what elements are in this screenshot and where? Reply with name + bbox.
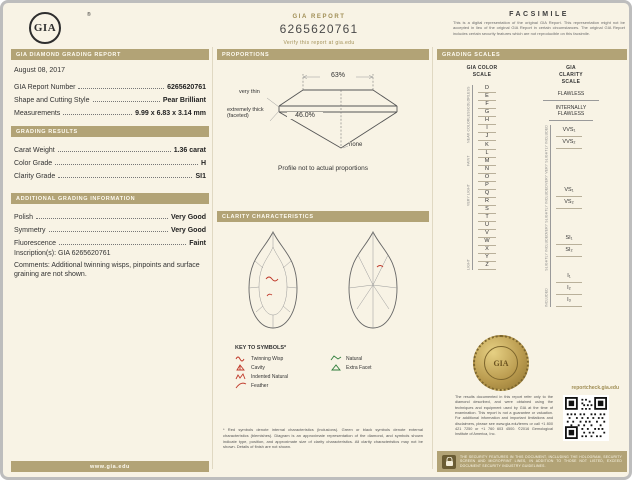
dotted-leader <box>36 218 168 219</box>
proportions-diagram <box>223 63 423 161</box>
facsimile-body: This is a digital representation of the original GIA Report. This representation might not be accepted in lieu of the original GIA Report in certain circumstances. The original GIA Report includes certain security features which are not reproducible on this facsimile. <box>453 20 625 36</box>
key-to-symbols-title: KEY TO SYMBOLS* <box>235 345 287 351</box>
dotted-leader <box>63 114 132 115</box>
clarity-group-label: VERY SLIGHTLY INCLUDED <box>544 184 549 234</box>
color-grade: H <box>478 117 496 125</box>
gia-seal-center <box>484 346 518 380</box>
report-header <box>219 14 419 46</box>
girdle-max-label: extremely thick (faceted) <box>227 107 269 120</box>
report-row <box>14 91 206 104</box>
color-grade: Y <box>478 254 496 262</box>
clarity-group <box>543 271 599 307</box>
color-group <box>465 206 499 270</box>
clarity-scale <box>543 65 599 307</box>
color-grade: P <box>478 182 496 190</box>
crown-view-diagram <box>233 227 313 337</box>
color-grade: W <box>478 238 496 246</box>
clarity-grade: I₁ <box>556 271 582 283</box>
color-grade: L <box>478 150 496 158</box>
facsimile-title: FACSIMILE <box>509 11 569 18</box>
symbol-key <box>235 354 413 390</box>
reportcheck-url: reportcheck.gia.edu <box>571 385 619 391</box>
grading-row <box>14 154 206 167</box>
registered-trademark: ® <box>87 12 91 18</box>
color-grade: E <box>478 93 496 101</box>
culet-label: none <box>349 142 363 148</box>
color-grade: Q <box>478 190 496 198</box>
clarity-grade: VVS₁ <box>556 125 582 137</box>
cavity-icon <box>235 364 247 371</box>
clarity-grades <box>550 185 582 234</box>
lock-icon <box>442 455 456 469</box>
report-row <box>14 78 206 91</box>
row-label: Clarity Grade <box>14 173 56 180</box>
color-grade: K <box>478 142 496 150</box>
clarity-grade: SI₁ <box>556 233 582 245</box>
fold-line-left <box>212 47 213 469</box>
girdle-min-label: very thin <box>239 89 265 95</box>
clarity-grade: VVS₂ <box>556 137 582 149</box>
color-grade: X <box>478 246 496 254</box>
dotted-leader <box>78 88 164 89</box>
color-grade: Z <box>478 262 496 270</box>
proportions-clarity-column <box>217 49 429 473</box>
row-value: 9.99 x 6.83 x 3.14 mm <box>135 110 206 117</box>
color-grade: G <box>478 109 496 117</box>
section-header-grading-scales: GRADING SCALES <box>437 49 627 60</box>
row-label: Carat Weight <box>14 147 55 154</box>
row-value: Very Good <box>170 214 206 221</box>
color-grade: V <box>478 230 496 238</box>
feather-icon <box>235 382 247 389</box>
row-value: 1.36 carat <box>173 147 206 154</box>
depth-percentage: 46.0% <box>287 112 323 119</box>
dotted-leader <box>58 177 192 178</box>
flawless-label: FLAWLESS <box>543 91 599 101</box>
report-details-column <box>11 49 209 473</box>
extra-facet-icon <box>330 364 342 371</box>
clarity-group <box>543 233 599 271</box>
color-grades <box>472 109 496 143</box>
internally-flawless-label: INTERNALLY FLAWLESS <box>549 105 593 121</box>
row-label: GIA Report Number <box>14 84 76 91</box>
color-grade: I <box>478 125 496 133</box>
row-label: Measurements <box>14 110 61 117</box>
additional-row <box>14 234 206 247</box>
clarity-grade: I₂ <box>556 283 582 295</box>
grading-row <box>14 167 206 180</box>
clarity-scale-title: GIA CLARITY SCALE <box>559 65 583 85</box>
clarity-grades <box>550 233 582 271</box>
clarity-grade: SI₂ <box>556 245 582 257</box>
row-label: Shape and Cutting Style <box>14 97 90 104</box>
color-group-label: VERY LIGHT <box>466 184 471 207</box>
clarity-plot-diagrams <box>217 227 429 337</box>
report-number: 6265620761 <box>279 22 359 36</box>
clarity-grade: I₃ <box>556 295 582 307</box>
color-scale <box>465 65 499 307</box>
table-percentage: 63% <box>320 72 356 79</box>
row-label: Polish <box>14 214 34 221</box>
color-grades <box>472 142 496 166</box>
symbol-item <box>235 363 318 372</box>
color-scale-title: GIA COLOR SCALE <box>466 65 498 78</box>
clarity-group-label: VERY VERY SLIGHTLY INCLUDED <box>544 124 549 185</box>
qr-code-graphic <box>565 397 607 439</box>
symbol-label: Natural <box>346 355 363 362</box>
color-grade: N <box>478 166 496 174</box>
comments-text: Comments: Additional twinning wisps, pinpoints and surface graining are not shown. <box>14 262 200 279</box>
color-group <box>465 166 499 206</box>
dotted-leader <box>93 101 160 102</box>
grading-scales-column <box>437 49 627 473</box>
facsimile-block <box>453 11 625 36</box>
natural-icon <box>330 355 342 362</box>
color-group <box>465 142 499 166</box>
color-grade: F <box>478 101 496 109</box>
report-row <box>14 104 206 117</box>
symbol-label: Cavity <box>251 364 265 371</box>
symbol-label: Extra Facet <box>346 364 372 371</box>
pavilion-view-diagram <box>333 227 413 337</box>
clarity-group <box>543 125 599 185</box>
gia-logo-text: GIA <box>33 22 57 34</box>
color-group-label: LIGHT <box>466 259 471 271</box>
color-grades <box>472 166 496 206</box>
clarity-grades <box>550 271 582 307</box>
symbol-item <box>330 363 413 372</box>
clarity-group <box>543 185 599 234</box>
color-grade: J <box>478 133 496 141</box>
color-grade: O <box>478 174 496 182</box>
color-grade: T <box>478 214 496 222</box>
report-label: GIA REPORT <box>292 14 346 20</box>
color-grades <box>472 206 496 270</box>
symbol-item <box>330 354 413 363</box>
dotted-leader <box>58 151 171 152</box>
dotted-leader <box>59 244 186 245</box>
qr-code <box>563 395 609 441</box>
symbol-label: Indented Natural <box>251 373 288 380</box>
color-grade: S <box>478 206 496 214</box>
indented-natural-icon <box>235 373 247 380</box>
row-value: Faint <box>189 240 206 247</box>
security-statement-bar <box>437 451 627 472</box>
profile-note: Profile not to actual proportions <box>278 165 368 172</box>
section-header-grading-results: GRADING RESULTS <box>11 126 209 137</box>
color-group-label: NEAR COLORLESS <box>466 108 471 143</box>
website-bar: www.gia.edu <box>11 461 209 472</box>
gia-gold-seal <box>473 335 529 391</box>
security-statement-text: THE SECURITY FEATURES IN THIS DOCUMENT, INCLUDING THE HOLOGRAM, SECURITY SCREEN AND MICROPRINT LINES, IN ADDITION TO THOSE NOT LISTED, EXCEED DOCUMENT SECURITY INDUSTRY GUIDELINES. <box>460 454 622 468</box>
dotted-leader <box>55 164 198 165</box>
color-grade: M <box>478 158 496 166</box>
color-grades <box>472 85 496 109</box>
scales-container <box>437 65 627 307</box>
row-label: Color Grade <box>14 160 53 167</box>
section-header-grading-report: GIA DIAMOND GRADING REPORT <box>11 49 209 60</box>
symbol-item <box>235 381 318 390</box>
clarity-grades <box>550 125 582 185</box>
symbol-item <box>235 372 318 381</box>
inscription-text: Inscription(s): GIA 6265620761 <box>14 250 111 257</box>
row-value: Very Good <box>170 227 206 234</box>
symbol-label: Feather <box>251 382 269 389</box>
row-label: Fluorescence <box>14 240 57 247</box>
additional-row <box>14 221 206 234</box>
clarity-group-label: INCLUDED <box>544 288 549 308</box>
color-grade: U <box>478 222 496 230</box>
symbol-label: Twinning Wisp <box>251 355 284 362</box>
clarity-grade: VS₂ <box>556 197 582 209</box>
section-header-additional-info: ADDITIONAL GRADING INFORMATION <box>11 193 209 204</box>
row-value: Pear Brilliant <box>162 97 206 104</box>
color-grade: R <box>478 198 496 206</box>
clarity-grade: VS₁ <box>556 185 582 197</box>
section-header-clarity: CLARITY CHARACTERISTICS <box>217 211 429 222</box>
verify-link-text: Verify this report at gia.edu <box>283 40 355 46</box>
fold-line-right <box>432 47 433 469</box>
twinning-wisp-icon <box>235 355 247 362</box>
color-grade: D <box>478 85 496 93</box>
gia-logo-circle <box>29 12 61 44</box>
gia-logo <box>29 12 89 44</box>
report-date: August 08, 2017 <box>14 67 65 74</box>
clarity-group-label: SLIGHTLY INCLUDED <box>544 233 549 272</box>
legal-disclaimer: The results documented in this report refer only to the diamond described, and were obtained using the techniques and equipment used by GIA at the time of examination. This report is not a guarantee or valuation. For additional information and important limitations and disclaimers, please see www.gia.edu/terms or call +1 800 421 7250 or +1 760 603 4500. ©2016 Gemological Institute of America, Inc. <box>455 395 553 437</box>
color-group-label: FAINT <box>466 155 471 167</box>
grading-row <box>14 141 206 154</box>
section-header-proportions: PROPORTIONS <box>217 49 429 60</box>
dotted-leader <box>49 231 168 232</box>
color-group <box>465 85 499 109</box>
additional-row <box>14 208 206 221</box>
row-label: Symmetry <box>14 227 46 234</box>
symbols-footnote: * Red symbols denote internal characteristics (inclusions). Green or black symbols denote external characteristics (blemishes). Diagram is an approximate representation of the diamond, and symbols shown indicate type, position, and approximate size of clarity characteristics. All clarity characteristics may not be shown. Details of finish are not shown. <box>223 427 423 450</box>
row-value: SI1 <box>195 173 206 180</box>
color-group <box>465 109 499 143</box>
symbol-item <box>235 354 318 363</box>
seal-text: GIA <box>493 358 509 368</box>
color-group-label: COLORLESS <box>466 85 471 109</box>
row-value: 6265620761 <box>167 84 206 91</box>
row-value: H <box>200 160 206 167</box>
